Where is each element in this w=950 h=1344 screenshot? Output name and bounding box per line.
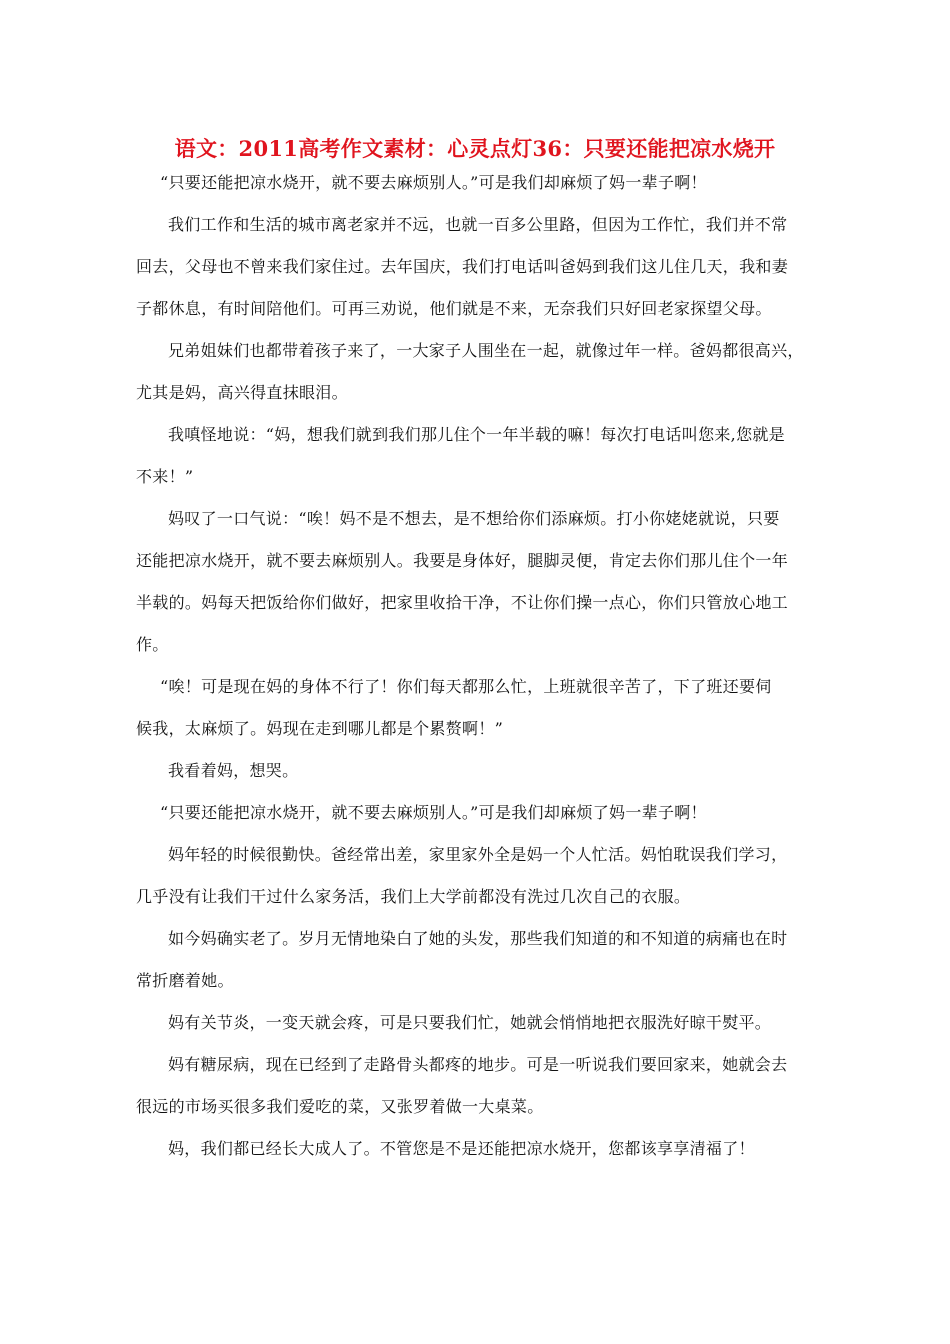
paragraph-line: 常折磨着她。 xyxy=(136,971,234,990)
paragraph-line: 候我，太麻烦了。妈现在走到哪儿都是个累赘啊！” xyxy=(136,719,504,738)
document-title: 语文：2011高考作文素材：心灵点灯36：只要还能把凉水烧开 xyxy=(174,136,776,161)
paragraph-line: 尤其是妈，高兴得直抹眼泪。 xyxy=(136,383,348,402)
paragraph-line: 我嗔怪地说：“妈，想我们就到我们那儿住个一年半载的嘛！每次打电话叫您来,您就是 xyxy=(168,425,785,444)
paragraph-line: “只要还能把凉水烧开，就不要去麻烦别人。”可是我们却麻烦了妈一辈子啊！ xyxy=(160,803,707,822)
paragraph-9 xyxy=(136,841,816,911)
paragraph-line: 半载的。妈每天把饭给你们做好，把家里收拾干净，不让你们操一点心，你们只管放心地工 xyxy=(136,593,789,612)
paragraph-line: 妈年轻的时候很勤快。爸经常出差，家里家外全是妈一个人忙活。妈怕耽误我们学习， xyxy=(168,845,788,864)
paragraph-5 xyxy=(136,505,816,659)
paragraph-line: 妈叹了一口气说：“唉！妈不是不想去，是不想给你们添麻烦。打小你姥姥就说，只要 xyxy=(168,509,780,528)
paragraph-1 xyxy=(136,169,816,197)
paragraph-2 xyxy=(136,211,816,323)
paragraph-line: 妈，我们都已经长大成人了。不管您是不是还能把凉水烧开，您都该享享清福了！ xyxy=(168,1139,755,1158)
paragraph-line: 我看着妈，想哭。 xyxy=(168,761,299,780)
paragraph-line: 几乎没有让我们干过什么家务活，我们上大学前都没有洗过几次自己的衣服。 xyxy=(136,887,691,906)
paragraph-12 xyxy=(136,1051,816,1121)
paragraph-line: “唉！可是现在妈的身体不行了！你们每天都那么忙，上班就很辛苦了，下了班还要伺 xyxy=(160,677,772,696)
paragraph-11 xyxy=(136,1009,816,1037)
paragraph-13 xyxy=(136,1135,816,1163)
paragraph-line: 如今妈确实老了。岁月无情地染白了她的头发，那些我们知道的和不知道的病痛也在时 xyxy=(168,929,788,948)
paragraph-8 xyxy=(136,799,816,827)
paragraph-line: “只要还能把凉水烧开，就不要去麻烦别人。”可是我们却麻烦了妈一辈子啊！ xyxy=(160,173,707,192)
paragraph-line: 子都休息，有时间陪他们。可再三劝说，他们就是不来，无奈我们只好回老家探望父母。 xyxy=(136,299,772,318)
paragraph-line: 我们工作和生活的城市离老家并不远，也就一百多公里路，但因为工作忙，我们并不常 xyxy=(168,215,788,234)
paragraph-10 xyxy=(136,925,816,995)
paragraph-line: 还能把凉水烧开，就不要去麻烦别人。我要是身体好，腿脚灵便，肯定去你们那儿住个一年 xyxy=(136,551,789,570)
paragraph-4 xyxy=(136,421,816,491)
paragraph-6 xyxy=(136,673,816,743)
paragraph-line: 妈有关节炎，一变天就会疼，可是只要我们忙，她就会悄悄地把衣服洗好晾干熨平。 xyxy=(168,1013,772,1032)
paragraph-7 xyxy=(136,757,816,785)
paragraph-line: 很远的市场买很多我们爱吃的菜，又张罗着做一大桌菜。 xyxy=(136,1097,544,1116)
paragraph-3 xyxy=(136,337,816,407)
paragraph-line: 回去，父母也不曾来我们家住过。去年国庆，我们打电话叫爸妈到我们这儿住几天，我和妻 xyxy=(136,257,789,276)
paragraph-line: 不来！” xyxy=(136,467,194,486)
paragraph-line: 兄弟姐妹们也都带着孩子来了，一大家子人围坐在一起，就像过年一样。爸妈都很高兴， xyxy=(168,341,804,360)
paragraph-line: 作。 xyxy=(136,635,169,654)
paragraph-line: 妈有糖尿病，现在已经到了走路骨头都疼的地步。可是一听说我们要回家来，她就会去 xyxy=(168,1055,788,1074)
